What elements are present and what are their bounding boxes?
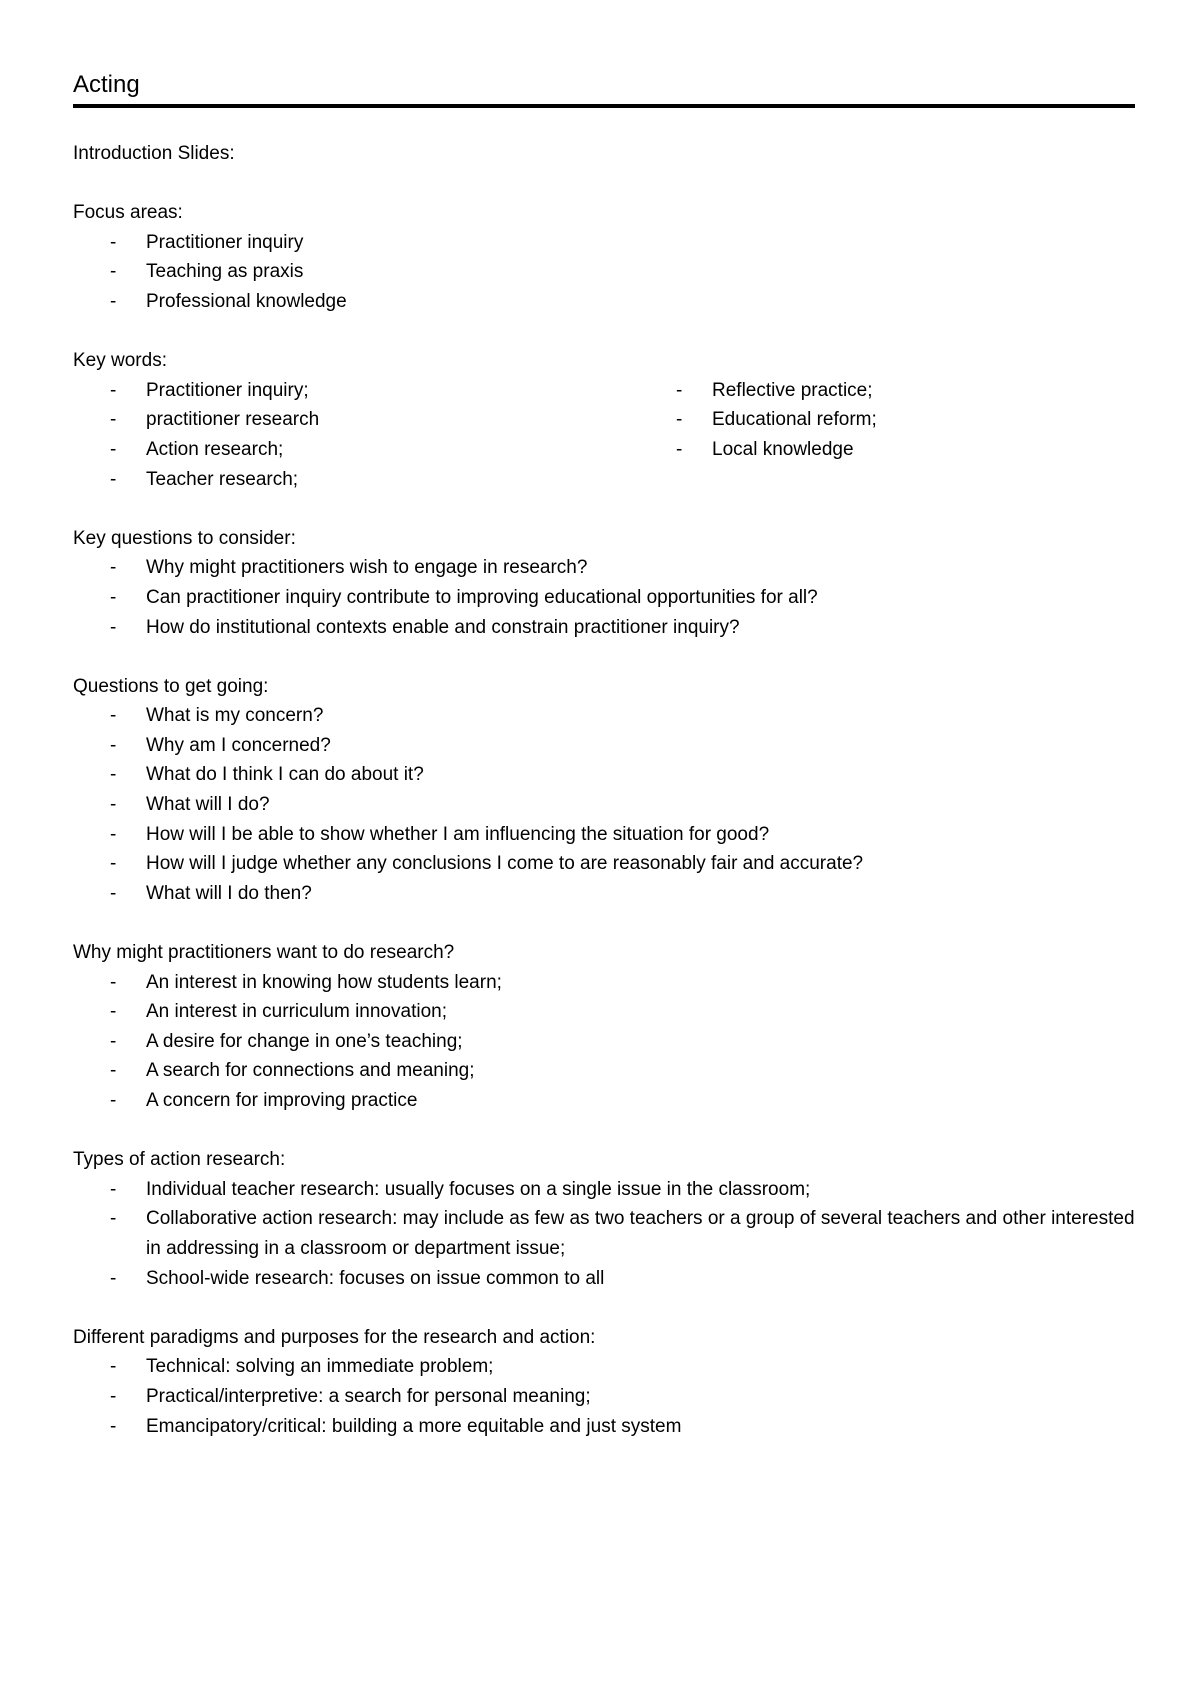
document-title: Acting [73, 71, 140, 98]
list-item: - What will I do then? [73, 879, 1135, 909]
dash-bullet: - [110, 823, 117, 845]
get-going-section [73, 672, 1135, 909]
list-item: - What will I do? [73, 790, 1135, 820]
dash-bullet: - [676, 409, 683, 431]
dash-bullet: - [110, 1208, 117, 1230]
dash-bullet: - [110, 1267, 117, 1289]
types-heading: Types of action research: [73, 1149, 286, 1171]
spacer [73, 317, 1135, 347]
dash-bullet: - [110, 734, 117, 756]
paradigms-heading: Different paradigms and purposes for the research and action: [73, 1326, 596, 1348]
list-item: - Why might practitioners wish to engage in research? [73, 553, 1135, 583]
get-going-heading: Questions to get going: [73, 675, 269, 697]
key-words-section [73, 346, 1135, 494]
key-questions-list [73, 553, 1135, 642]
intro-label: Introduction Slides: [73, 143, 235, 164]
dash-bullet: - [110, 290, 117, 312]
dash-bullet: - [110, 586, 117, 608]
key-questions-heading: Key questions to consider: [73, 527, 296, 549]
dash-bullet: - [110, 261, 117, 283]
list-item: - Practitioner inquiry; [73, 376, 639, 406]
dash-bullet: - [110, 1090, 117, 1111]
why-research-section [73, 938, 1135, 1116]
dash-bullet: - [110, 1356, 117, 1378]
paradigms-section [73, 1323, 1135, 1441]
list-item: - Why am I concerned? [73, 731, 1135, 761]
dash-bullet: - [110, 1060, 117, 1082]
dash-bullet: - [110, 231, 117, 253]
key-words-columns [73, 376, 1135, 494]
list-item: - Reflective practice; [639, 376, 1135, 406]
key-words-left-list [73, 376, 639, 494]
spacer [73, 642, 1135, 672]
list-item: - An interest in knowing how students learn; [73, 968, 1135, 998]
dash-bullet: - [110, 794, 117, 816]
document-page [73, 70, 1135, 1441]
list-item: - Technical: solving an immediate problem; [73, 1352, 1135, 1382]
list-item: - School-wide research: focuses on issue common to all [73, 1264, 1135, 1294]
list-item: - A concern for improving practice [73, 1086, 1135, 1116]
spacer [73, 169, 1135, 199]
list-item: - Practical/interpretive: a search for personal meaning; [73, 1382, 1135, 1412]
list-item: - Can practitioner inquiry contribute to improving educational opportunities for all? [73, 583, 1135, 613]
dash-bullet: - [110, 764, 117, 786]
list-item: - What is my concern? [73, 701, 1135, 731]
list-item: - Professional knowledge [73, 287, 1135, 317]
dash-bullet: - [110, 438, 117, 460]
list-item: - practitioner research [73, 405, 639, 435]
title-underline [73, 104, 1135, 108]
paradigms-list [73, 1352, 1135, 1441]
spacer [73, 1293, 1135, 1323]
list-item: - Local knowledge [639, 435, 1135, 465]
list-item: - How will I judge whether any conclusions I come to are reasonably fair and accurate? [73, 849, 1135, 879]
dash-bullet: - [110, 1415, 117, 1437]
list-item: - Teacher research; [73, 465, 639, 495]
key-words-right-list [639, 376, 1135, 494]
list-item: - Educational reform; [639, 405, 1135, 435]
dash-bullet: - [110, 1385, 117, 1407]
list-item: - How do institutional contexts enable and constrain practitioner inquiry? [73, 613, 1135, 643]
list-item: - Action research; [73, 435, 639, 465]
list-item: - How will I be able to show whether I am influencing the situation for good? [73, 820, 1135, 850]
list-item: - Teaching as praxis [73, 257, 1135, 287]
list-item: - A desire for change in one’s teaching; [73, 1027, 1135, 1057]
focus-areas-list [73, 228, 1135, 317]
dash-bullet: - [110, 853, 117, 875]
list-item: - An interest in curriculum innovation; [73, 997, 1135, 1027]
list-item: - Emancipatory/critical: building a more equitable and just system [73, 1412, 1135, 1442]
dash-bullet: - [110, 409, 117, 431]
list-item: - Practitioner inquiry [73, 228, 1135, 258]
get-going-list [73, 701, 1135, 908]
focus-areas-heading: Focus areas: [73, 202, 183, 224]
dash-bullet: - [110, 882, 117, 904]
dash-bullet: - [676, 438, 683, 460]
list-item: - Individual teacher research: usually focuses on a single issue in the classroom; [73, 1175, 1135, 1205]
list-item: - What do I think I can do about it? [73, 760, 1135, 790]
dash-bullet: - [110, 705, 117, 727]
dash-bullet: - [110, 616, 117, 638]
list-item: - A search for connections and meaning; [73, 1056, 1135, 1086]
dash-bullet: - [110, 1001, 117, 1023]
types-list [73, 1175, 1135, 1293]
spacer [73, 494, 1135, 524]
dash-bullet: - [676, 379, 683, 401]
key-words-heading: Key words: [73, 350, 167, 372]
why-research-list [73, 968, 1135, 1116]
dash-bullet: - [110, 971, 117, 993]
spacer [73, 1116, 1135, 1146]
dash-bullet: - [110, 557, 117, 579]
spacer [73, 908, 1135, 938]
dash-bullet: - [110, 1178, 117, 1200]
key-questions-section [73, 524, 1135, 642]
why-research-heading: Why might practitioners want to do research? [73, 942, 455, 964]
dash-bullet: - [110, 379, 117, 401]
types-section [73, 1145, 1135, 1293]
focus-areas-section [73, 198, 1135, 316]
list-item: - Collaborative action research: may include as few as two teachers or a group of several teachers and other interested in addressing in a classroom or department issue; [73, 1204, 1135, 1263]
dash-bullet: - [110, 1030, 117, 1052]
dash-bullet: - [110, 468, 117, 490]
